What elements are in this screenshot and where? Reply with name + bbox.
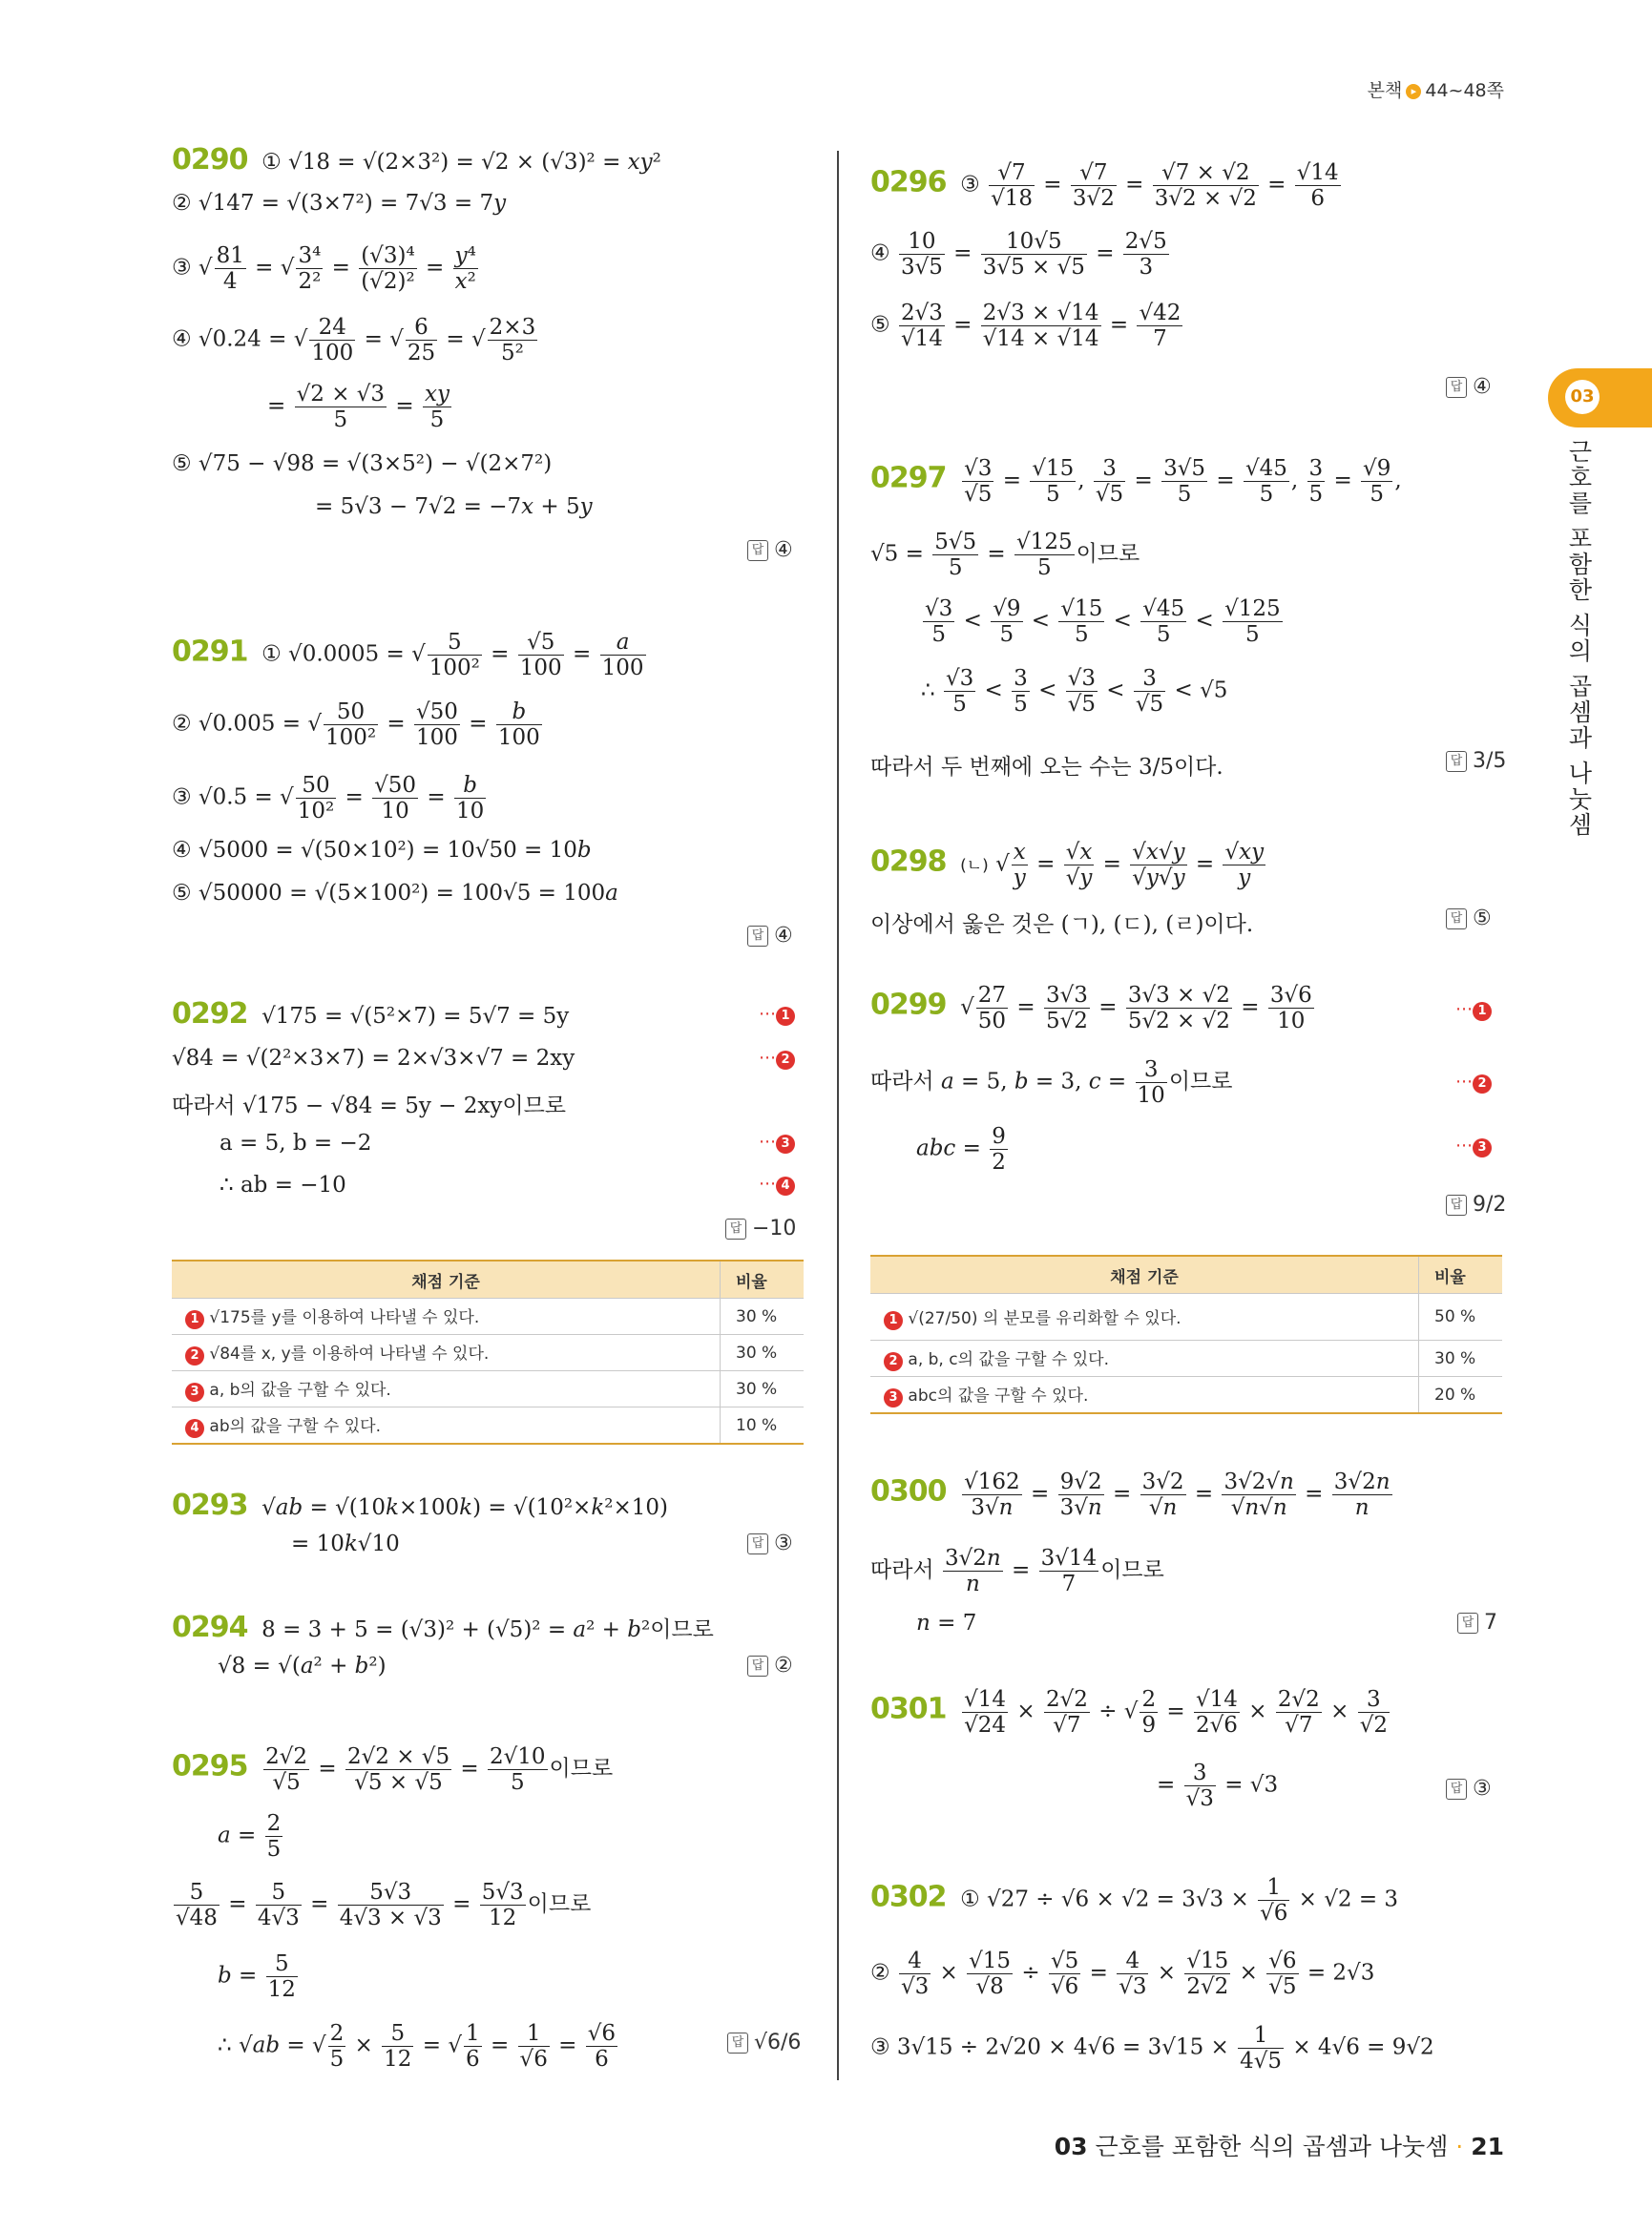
- problem-0291-line3: ③ √0.5 = √ $\frac{50}{\text{10²}}$ = $\frac{√50}{10}$ = $\frac{b}{10}$: [172, 773, 485, 824]
- answer-0291: 답 ④: [747, 924, 793, 948]
- problem-number: 0294: [172, 1611, 248, 1644]
- page-footer: 03 근호를 포함한 식의 곱셈과 나눗셈 · 21: [1054, 2133, 1504, 2160]
- problem-0292-line3: 따라서 √175 − √84 = 5y − 2xy이므로: [172, 1094, 567, 1118]
- answer-icon: 답: [747, 1533, 768, 1554]
- footer-title: 근호를 포함한 식의 곱셈과 나눗셈: [1095, 2133, 1449, 2160]
- problem-0296-line1: 0296 ③ $\frac{√7}{√18}$ = $\frac{√7}{3√2}$ = $\frac{√7 \times √2}{3√2 \times √2}$ = $\frac{√14}{6}$: [870, 160, 1339, 211]
- answer-0294: 답 ②: [747, 1654, 793, 1678]
- answer-0301: 답 ③: [1446, 1777, 1492, 1801]
- answer-icon: 답: [1446, 908, 1467, 929]
- problem-0290-line1: 0290 ① √18 = √(2×3²) = √2 × (√3)² = xy²: [172, 143, 661, 177]
- problem-0291-line2: ② √0.005 = √ $\frac{50}{\text{100²}}$ = $\frac{√50}{100}$ = $\frac{b}{100}$: [172, 699, 540, 750]
- problem-number: 0293: [172, 1489, 248, 1522]
- problem-number: 0299: [870, 988, 947, 1022]
- problem-0299-line3: abc = $\frac{9}{2}$: [916, 1124, 1006, 1175]
- problem-0290-line2: ② √147 = √(3×7²) = 7√3 = 7y: [172, 191, 507, 216]
- answer-icon: 답: [747, 926, 768, 947]
- grading-table-0292: 채점 기준 비율 1 √175를 y를 이용하여 나타낼 수 있다. 30 % 2 √84를 x, y를 이용하여 나타낼 수 있다. 30 % 3 a, b의 값을 구할 수 있다. 30 % 4 ab의 값을 구할 수 있다. 10 %: [172, 1260, 804, 1445]
- problem-0302-line1: 0302 ① √27 ÷ √6 × √2 = 3√3 × $\frac{1}{√6}$ × √2 = 3: [870, 1875, 1399, 1926]
- problem-0302-line3: ③ 3√15 ÷ 2√20 × 4√6 = 3√15 × $\frac{1}{4√5}$ × 4√6 = 9√2: [870, 2023, 1434, 2074]
- problem-0292-line5: ∴ ab = −10: [220, 1173, 346, 1198]
- answer-icon: 답: [1446, 1195, 1467, 1216]
- arrow-icon: ▸: [1406, 84, 1421, 99]
- footer-chapter: 03: [1054, 2133, 1088, 2160]
- problem-0299-line2: 따라서 a = 5, b = 3, c = $\frac{3}{10}$ 이므로: [870, 1057, 1233, 1108]
- answer-0296: 답 ④: [1446, 375, 1492, 399]
- problem-0300-line3: n = 7: [916, 1611, 977, 1636]
- problem-0295-line1: 0295 $\frac{2√2}{√5}$ = $\frac{2√2 \times √5}{√5 \times √5}$ = $\frac{2√10}{5}$ 이므로: [172, 1744, 614, 1795]
- chapter-title: 근호를 포함한 식의 곱셈과 나눗셈: [1565, 439, 1593, 838]
- step-marker-1: ⋯ 1: [759, 1004, 795, 1026]
- problem-0292-line2: √84 = √(2²×3×7) = 2×√3×√7 = 2xy: [172, 1046, 575, 1071]
- step-marker-3: ⋯ 3: [759, 1132, 795, 1154]
- problem-number: 0292: [172, 997, 248, 1031]
- chapter-number: 03: [1565, 380, 1600, 414]
- problem-0301-line2: = $\frac{3}{√3}$ = √3: [1157, 1761, 1279, 1811]
- page-range: 44~48쪽: [1425, 80, 1504, 101]
- problem-0296-line3: ⑤ $\frac{2√3}{√14}$ = $\frac{2√3 \times √14}{√14 \times √14}$ = $\frac{√42}{7}$: [870, 301, 1181, 351]
- answer-icon: 답: [727, 2033, 748, 2054]
- problem-0297-conclusion: 따라서 두 번째에 오는 수는 3/5이다.: [870, 755, 1223, 780]
- problem-number: 0298: [870, 844, 947, 879]
- problem-0297-line3: $\frac{√3}{5}$ < $\frac{√9}{5}$ < $\frac{√15}{5}$ < $\frac{√45}{5}$ < $\frac{√125}{5}$: [925, 596, 1281, 647]
- answer-icon: 답: [1457, 1613, 1478, 1634]
- answer-0300: 답 7: [1457, 1611, 1497, 1635]
- problem-0297-line2: √5 = $\frac{5√5}{5}$ = $\frac{√125}{5}$ 이므로: [870, 530, 1140, 580]
- problem-0290-line6: ⑤ √75 − √98 = √(3×5²) − √(2×7²): [172, 451, 553, 476]
- answer-icon: 답: [1446, 1779, 1467, 1800]
- problem-0295-line3: $\frac{5}{√48}$ = $\frac{5}{4√3}$ = $\frac{5√3}{4√3 \times √3}$ = $\frac{5√3}{12}$ 이므로: [176, 1880, 592, 1930]
- problem-0297-line4: ∴ $\frac{√3}{5}$ < $\frac{3}{5}$ < $\frac{√3}{√5}$ < $\frac{3}{√5}$ < √5: [921, 666, 1228, 717]
- answer-icon: 답: [725, 1219, 746, 1240]
- problem-0290-line3: ③ √ $\frac{81}{4}$ = √ $\frac{\text{3⁴}}{\text{2²}}$ = $\frac{\text{(√3)⁴}}{\text{(√2)²}}$ = $\frac{\text{y⁴}}{\text{x²}}$: [172, 243, 476, 294]
- grading-table-0299: 채점 기준 비율 1 √(27/50) 의 분모를 유리화할 수 있다. 50 % 2 a, b, c의 값을 구할 수 있다. 30 % 3 abc의 값을 구할 수 있다. 20 %: [870, 1255, 1502, 1414]
- problem-number: 0297: [870, 461, 947, 495]
- page-reference: [1368, 76, 1504, 102]
- problem-0299-line1: 0299 √ $\frac{27}{50}$ = $\frac{3√3}{5√2}$ = $\frac{3√3 \times √2}{5√2 \times √2}$ = $\frac{3√6}{10}$: [870, 983, 1312, 1033]
- answer-0292: 답 −10: [725, 1217, 796, 1241]
- answer-icon: 답: [1446, 377, 1467, 398]
- step-marker-1: ⋯ 1: [1455, 999, 1492, 1021]
- problem-0292-line1: 0292 √175 = √(5²×7) = 5√7 = 5y: [172, 997, 570, 1031]
- problem-0300-line1: 0300 $\frac{√162}{3√n}$ = $\frac{9√2}{3√n}$ = $\frac{3√2}{√n}$ = $\frac{3√2√n}{√n√n}$ = $\frac{3√2n}{n}$: [870, 1470, 1391, 1520]
- problem-0300-line2: 따라서 $\frac{3√2n}{n}$ = $\frac{3√14}{7}$ 이므로: [870, 1546, 1164, 1596]
- problem-0298-line1: 0298 (ㄴ) √ $\frac{x}{y}$ = $\frac{√x}{√y}$ = $\frac{√x√y}{√y√y}$ = $\frac{√xy}{y}$: [870, 840, 1265, 890]
- step-marker-2: ⋯ 2: [759, 1048, 795, 1070]
- problem-number: 0301: [870, 1692, 947, 1726]
- answer-0299: 답 9/2: [1446, 1193, 1506, 1217]
- answer-0290: 답 ④: [747, 538, 793, 562]
- problem-0295-line4: b = $\frac{5}{12}$: [218, 1951, 296, 2002]
- answer-icon: 답: [747, 1656, 768, 1677]
- problem-0291-line1: 0291 ① √0.0005 = √ $\frac{5}{\text{100²}}$ = $\frac{√5}{100}$ = $\frac{a}{100}$: [172, 630, 644, 680]
- problem-0290-line4: ④ √0.24 = √ $\frac{24}{100}$ = √ $\frac{6}{25}$ = √ $\frac{2\times 3}{\text{5²}}$: [172, 315, 536, 365]
- step-marker-4: ⋯ 4: [759, 1174, 795, 1196]
- problem-number: 0302: [870, 1880, 947, 1914]
- column-divider: [837, 151, 839, 2080]
- problem-0294-line2: √8 = √(a² + b²): [218, 1654, 387, 1678]
- answer-icon: 답: [1446, 751, 1467, 772]
- problem-number: 0300: [870, 1474, 947, 1509]
- answer-0293: 답 ③: [747, 1532, 793, 1555]
- page-number: 21: [1471, 2133, 1504, 2160]
- step-marker-3: ⋯ 3: [1455, 1136, 1492, 1157]
- problem-0291-line5: ⑤ √50000 = √(5×100²) = 100√5 = 100a: [172, 881, 618, 906]
- answer-icon: 답: [747, 540, 768, 561]
- book-label: 본책: [1367, 80, 1403, 101]
- problem-0293-line1: 0293 √ab = √(10k×100k) = √(10²×k²×10): [172, 1489, 668, 1522]
- chapter-tab: [1548, 368, 1652, 427]
- answer-0297: 답 3/5: [1446, 749, 1506, 773]
- problem-0297-line1: 0297 $\frac{√3}{√5}$ = $\frac{√15}{5}$ , $\frac{3}{√5}$ = $\frac{3√5}{5}$ = $\frac{√45}{5}$ , $\frac{3}{5}$ = $\frac{√9}{5}$ ,: [870, 456, 1402, 507]
- problem-0298-conclusion: 이상에서 옳은 것은 (ㄱ), (ㄷ), (ㄹ)이다.: [870, 912, 1254, 937]
- problem-0290-line5: = $\frac{√2 \times √3}{5}$ = $\frac{xy}{5}$: [267, 382, 450, 432]
- problem-0296-line2: ④ $\frac{10}{3√5}$ = $\frac{10√5}{3√5 \times √5}$ = $\frac{2√5}{3}$: [870, 229, 1167, 280]
- problem-0292-line4: a = 5, b = −2: [220, 1131, 372, 1156]
- problem-number: 0290: [172, 143, 248, 177]
- problem-0295-line5: ∴ √ab = √ $\frac{2}{5}$ × $\frac{5}{12}$ = √ $\frac{1}{6}$ = $\frac{1}{√6}$ = $\frac{√6}{6}$: [218, 2021, 617, 2072]
- problem-0290-line7: = 5√3 − 7√2 = −7x + 5y: [315, 494, 593, 519]
- problem-0294-line1: 0294 8 = 3 + 5 = (√3)² + (√5)² = a² + b²이므로: [172, 1611, 714, 1644]
- problem-number: 0291: [172, 635, 248, 669]
- step-marker-2: ⋯ 2: [1455, 1072, 1492, 1094]
- problem-0301-line1: 0301 $\frac{√14}{√24}$ × $\frac{2√2}{√7}$ ÷ √ $\frac{2}{9}$ = $\frac{√14}{2√6}$ × $\frac{2√2}{√7}$ × $\frac{3}{√2}$: [870, 1687, 1388, 1738]
- problem-0302-line2: ② $\frac{4}{√3}$ × $\frac{√15}{√8}$ ÷ $\frac{√5}{√6}$ = $\frac{4}{√3}$ × $\frac{√15}{2√2}$ × $\frac{√6}{√5}$ = 2√3: [870, 1949, 1375, 1999]
- problem-0293-line2: = 10k√10: [291, 1532, 400, 1556]
- problem-number: 0296: [870, 165, 947, 199]
- problem-0295-line2: a = $\frac{2}{5}$: [218, 1811, 282, 1862]
- answer-0295: 답 √6/6: [727, 2031, 801, 2054]
- problem-number: 0295: [172, 1749, 248, 1783]
- answer-0298: 답 ⑤: [1446, 907, 1492, 930]
- problem-0291-line4: ④ √5000 = √(50×10²) = 10√50 = 10b: [172, 838, 592, 863]
